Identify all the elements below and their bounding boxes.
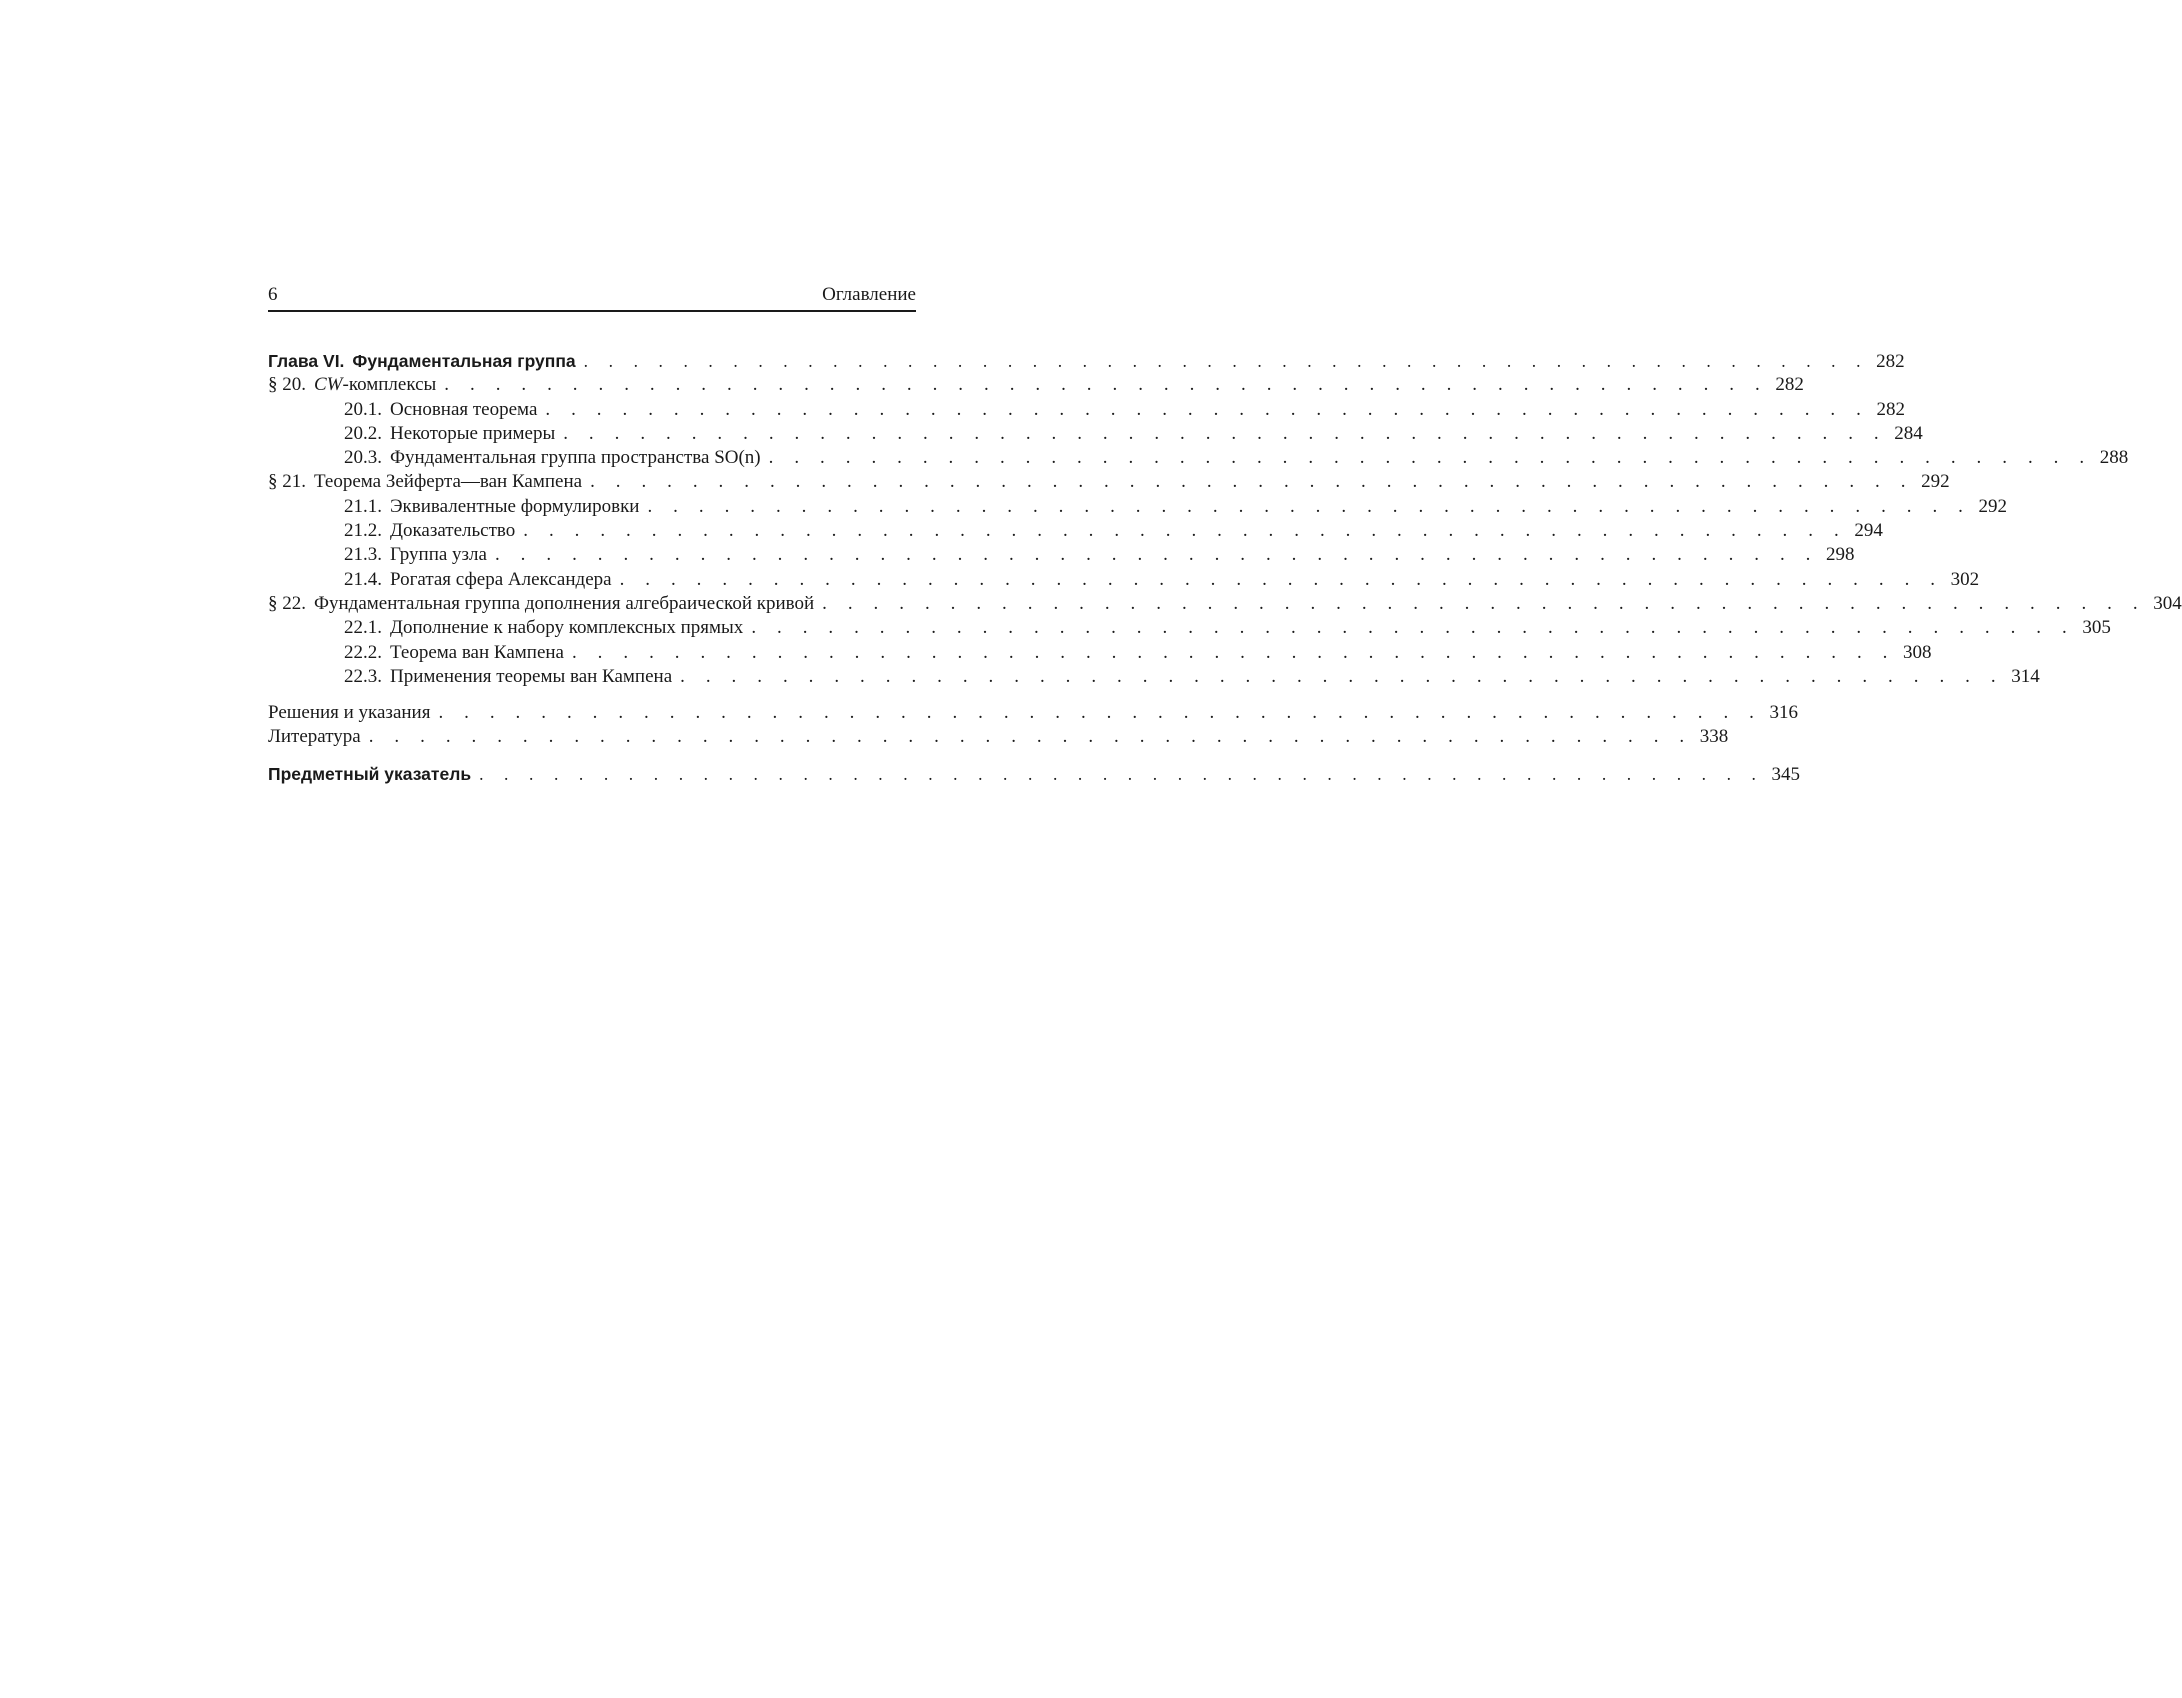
toc-entry-title: 22.2. Теорема ван Кампена xyxy=(344,641,564,663)
toc-entry-title: Литература xyxy=(268,726,361,748)
dot-leader: . . . . . . . . . . . . . . . . . . . . . . . . . . . . . . . . . . . . . . . . . . . . . . . . . . . . xyxy=(822,592,2146,614)
toc-page-number: 304 xyxy=(2153,592,2182,614)
dot-leader: . . . . . . . . . . . . . . . . . . . . . . . . . . . . . . . . . . . . . . . . . . . . . . . . . . . . xyxy=(523,520,1847,542)
toc-page-number: 282 xyxy=(1876,398,1905,420)
toc-entry-title: 21.4. Рогатая сфера Александера xyxy=(344,568,612,590)
toc-page-number: 294 xyxy=(1854,520,1883,542)
toc-entry-section-20[interactable] xyxy=(268,373,1804,397)
toc-entry-subsection-21-4[interactable] xyxy=(268,568,1980,592)
toc-page-number: 302 xyxy=(1950,568,1980,590)
toc-entry-section-22[interactable] xyxy=(268,592,2182,616)
dot-leader: . . . . . . . . . . . . . . . . . . . . . . . . . . . . . . . . . . . . . . . . . . . . . . . . . . . . xyxy=(494,544,1819,566)
toc-entry-subsection-20-2[interactable] xyxy=(268,422,1923,446)
toc-page-number: 308 xyxy=(1903,641,1932,663)
toc-page-number: 345 xyxy=(1771,763,1801,785)
header-rule xyxy=(268,310,916,312)
dot-leader: . . . . . . . . . . . . . . . . . . . . . . . . . . . . . . . . . . . . . . . . . . . . . . . . . . . . xyxy=(751,617,2075,639)
dot-leader: . . . . . . . . . . . . . . . . . . . . . . . . . . . . . . . . . . . . . . . . . . . . . . . . . . . . xyxy=(438,702,1763,724)
dot-leader: . . . . . . . . . . . . . . . . . . . . . . . . . . . . . . . . . . . . . . . . . . . . . . . . . . . . xyxy=(479,763,1765,784)
toc-entry-title: Решения и указания xyxy=(268,702,431,724)
toc-page-number: 292 xyxy=(1921,471,1950,493)
toc-entry-title: 21.3. Группа узла xyxy=(344,544,487,566)
toc-entry-subsection-22-1[interactable] xyxy=(268,616,2111,640)
toc-entry-subsection-20-1[interactable] xyxy=(268,398,1905,422)
toc-page-number: 338 xyxy=(1699,726,1729,748)
dot-leader: . . . . . . . . . . . . . . . . . . . . . . . . . . . . . . . . . . . . . . . . . . . . . . . . . . . . xyxy=(563,422,1887,444)
toc-entry-title: § 20. CW-комплексы xyxy=(268,374,437,396)
page-number: 6 xyxy=(268,284,278,305)
toc-entry-title: 20.1. Основная теорема xyxy=(344,398,538,420)
toc-entry-title: § 21. Теорема Зейферта—ван Кампена xyxy=(268,471,583,493)
dot-leader: . . . . . . . . . . . . . . . . . . . . . . . . . . . . . . . . . . . . . . . . . . . . . . . . . . . . xyxy=(545,398,1869,420)
toc-entry-literature[interactable] xyxy=(268,725,1729,749)
dot-leader: . . . . . . . . . . . . . . . . . . . . . . . . . . . . . . . . . . . . . . . . . . . . . . . . . . . . xyxy=(768,447,2093,469)
running-head xyxy=(268,284,916,306)
table-of-contents xyxy=(268,349,2182,786)
dot-leader: . . . . . . . . . . . . . . . . . . . . . . . . . . . . . . . . . . . . . . . . . . . . . . . . . . . . xyxy=(680,665,2004,687)
toc-page-number: 282 xyxy=(1775,374,1804,396)
dot-leader: . . . . . . . . . . . . . . . . . . . . . . . . . . . . . . . . . . . . . . . . . . . . . . . . . . . . xyxy=(583,351,1869,371)
dot-leader: . . . . . . . . . . . . . . . . . . . . . . . . . . . . . . . . . . . . . . . . . . . . . . . . . . . . xyxy=(590,471,1914,493)
dot-leader: . . . . . . . . . . . . . . . . . . . . . . . . . . . . . . . . . . . . . . . . . . . . . . . . . . . . xyxy=(647,495,1972,517)
toc-entry-title: Предметный указатель xyxy=(268,763,472,784)
toc-entry-title: 20.2. Некоторые примеры xyxy=(344,422,556,444)
toc-page-number: 298 xyxy=(1826,544,1855,566)
toc-entry-title: 21.2. Доказательство xyxy=(344,520,516,542)
toc-entry-title: § 22. Фундаментальная группа дополнения алгебраической кривой xyxy=(268,592,815,614)
toc-entry-title: 22.1. Дополнение к набору комплексных прямых xyxy=(344,617,744,639)
toc-page-number: 305 xyxy=(2082,617,2111,639)
toc-entry-title: 22.3. Применения теоремы ван Кампена xyxy=(344,665,673,687)
dot-leader: . . . . . . . . . . . . . . . . . . . . . . . . . . . . . . . . . . . . . . . . . . . . . . . . . . . . xyxy=(571,641,1896,663)
running-title: Оглавление xyxy=(822,284,916,305)
toc-entry-title: 21.1. Эквивалентные формулировки xyxy=(344,495,640,517)
toc-entry-subsection-21-3[interactable] xyxy=(268,543,1855,567)
toc-entry-subsection-20-3[interactable] xyxy=(268,446,2129,470)
toc-page-number: 282 xyxy=(1876,351,1905,372)
toc-page-number: 284 xyxy=(1894,422,1923,444)
toc-entry-subsection-21-1[interactable] xyxy=(268,495,2008,519)
toc-page-number: 292 xyxy=(1978,495,2008,517)
toc-entry-subsection-22-3[interactable] xyxy=(268,665,2040,689)
toc-page-number: 314 xyxy=(2011,665,2040,687)
toc-page-number: 316 xyxy=(1769,702,1799,724)
toc-entry-solutions[interactable] xyxy=(268,701,1799,725)
toc-entry-title: Глава VI. Фундаментальная группа xyxy=(268,351,576,371)
toc-entry-subsection-22-2[interactable] xyxy=(268,641,1932,665)
dot-leader: . . . . . . . . . . . . . . . . . . . . . . . . . . . . . . . . . . . . . . . . . . . . . . . . . . . . xyxy=(368,726,1693,748)
dot-leader: . . . . . . . . . . . . . . . . . . . . . . . . . . . . . . . . . . . . . . . . . . . . . . . . . . . . xyxy=(444,374,1768,396)
toc-entry-subsection-21-2[interactable] xyxy=(268,519,1883,543)
toc-entry-chapter-6[interactable] xyxy=(268,349,1905,373)
dot-leader: . . . . . . . . . . . . . . . . . . . . . . . . . . . . . . . . . . . . . . . . . . . . . . . . . . . . xyxy=(619,568,1944,590)
toc-page-number: 288 xyxy=(2099,447,2129,469)
toc-entry-title: 20.3. Фундаментальная группа пространства SO(n) xyxy=(344,447,761,469)
toc-entry-section-21[interactable] xyxy=(268,470,1950,494)
toc-entry-subject-index[interactable] xyxy=(268,762,1801,786)
